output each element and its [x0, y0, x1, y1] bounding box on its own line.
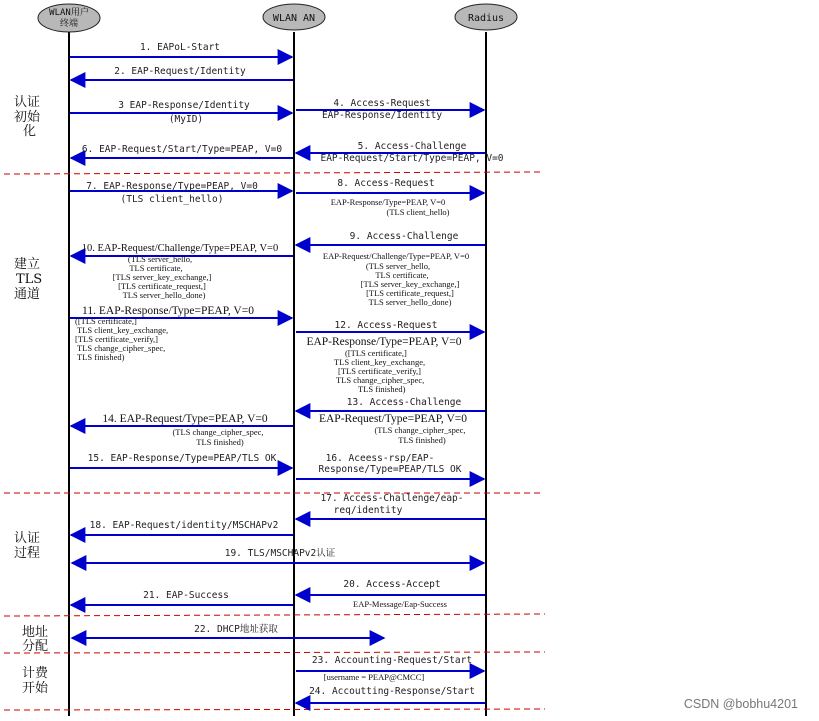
- message-12-detail: [334, 348, 425, 394]
- message-10-label: 10. EAP-Request/Challenge/Type=PEAP, V=0: [81, 243, 279, 254]
- svg-text:([TLS certificate,]: ([TLS certificate,]: [345, 348, 407, 358]
- message-8-detail: EAP-Response/Type=PEAP, V=0: [330, 197, 446, 207]
- client-entity-label-1: WLAN用户: [49, 8, 89, 18]
- svg-text:认证: 认证: [14, 531, 41, 546]
- svg-text:EAP-Request/Challenge/Type=PEA: EAP-Request/Challenge/Type=PEAP, V=0: [322, 251, 470, 261]
- svg-text:[TLS certificate_verify,]: [TLS certificate_verify,]: [75, 334, 158, 344]
- svg-text:[TLS certificate_request,]: [TLS certificate_request,]: [366, 288, 454, 298]
- phase-label-auth: [14, 531, 40, 561]
- phase-separator: [4, 614, 545, 616]
- svg-text:([TLS certificate,]: ([TLS certificate,]: [75, 316, 137, 326]
- svg-text:开始: 开始: [22, 681, 49, 696]
- svg-text:认证: 认证: [14, 95, 41, 110]
- message-2-label: 2. EAP-Request/Identity: [114, 66, 246, 77]
- client-entity-label-2: 终端: [59, 19, 79, 29]
- message-5-label: 5. Access-Challenge: [357, 141, 467, 152]
- watermark: CSDN @bobhu4201: [683, 697, 798, 711]
- svg-text:[TLS certificate_request,]: [TLS certificate_request,]: [118, 281, 206, 291]
- svg-text:地址: 地址: [22, 625, 49, 640]
- message-19-label: 19. TLS/MSCHAPv2认证: [224, 548, 336, 559]
- message-9-label: 9. Access-Challenge: [349, 231, 459, 242]
- svg-text:计费: 计费: [22, 666, 49, 681]
- svg-text:TLS: TLS: [16, 272, 43, 287]
- message-23-detail: [username = PEAP@CMCC]: [323, 672, 425, 682]
- message-23-label: 23. Accounting-Request/Start: [311, 655, 473, 666]
- svg-text:TLS finished): TLS finished): [77, 352, 125, 362]
- ac-entity-label: WLAN AN: [272, 13, 316, 24]
- phase-label-tls: [14, 256, 42, 302]
- svg-text:(TLS server_hello,: (TLS server_hello,: [365, 261, 431, 271]
- svg-text:TLS server_hello_done): TLS server_hello_done): [122, 290, 206, 300]
- message-24-label: 24. Accoutting-Response/Start: [309, 686, 475, 697]
- svg-text:(TLS change_cipher_spec,: (TLS change_cipher_spec,: [172, 427, 264, 437]
- message-11-detail: [75, 316, 168, 362]
- radius-entity: [455, 4, 517, 30]
- message-15-label: 15. EAP-Response/Type=PEAP/TLS OK: [87, 453, 277, 464]
- message-1-label: 1. EAPoL-Start: [139, 42, 221, 53]
- message-11-label: 11. EAP-Response/Type=PEAP, V=0: [82, 305, 254, 317]
- message-13-detail: [374, 425, 465, 445]
- message-13-type: EAP-Request/Type=PEAP, V=0: [318, 413, 468, 425]
- message-3-detail: (MyID): [168, 114, 204, 125]
- message-17-label: 17. Access-Challenge/eap-: [320, 493, 464, 504]
- svg-text:初始: 初始: [14, 110, 41, 125]
- message-16-label: 16. Aceess-rsp/EAP-: [325, 453, 435, 464]
- message-17-detail: req/identity: [333, 505, 403, 516]
- message-9-detail: [323, 251, 469, 307]
- message-16-detail: Response/Type=PEAP/TLS OK: [318, 464, 462, 475]
- message-8-detail: (TLS client_hello): [386, 207, 450, 217]
- message-3-label: 3 EAP-Response/Identity: [118, 100, 250, 111]
- svg-text:通道: 通道: [14, 287, 41, 302]
- svg-text:[TLS certificate_verify,]: [TLS certificate_verify,]: [338, 366, 421, 376]
- phase-label-init: [14, 95, 41, 139]
- svg-text:(TLS change_cipher_spec,: (TLS change_cipher_spec,: [374, 425, 466, 435]
- message-20-detail: EAP-Message/Eap-Success: [353, 599, 447, 609]
- message-4-label: 4. Access-Request: [333, 98, 431, 109]
- message-10-detail: [113, 254, 212, 300]
- message-13-label: 13. Access-Challenge: [346, 397, 462, 408]
- message-5-detail: EAP-Request/Start/Type=PEAP, V=0: [320, 153, 504, 164]
- svg-text:TLS change_cipher_spec,: TLS change_cipher_spec,: [77, 343, 166, 353]
- svg-text:TLS client_key_exchange,: TLS client_key_exchange,: [77, 325, 169, 335]
- message-20-label: 20. Access-Accept: [343, 579, 441, 590]
- message-12-type: EAP-Response/Type=PEAP, V=0: [306, 336, 462, 348]
- svg-text:TLS certificate,: TLS certificate,: [129, 263, 183, 273]
- ac-entity: [263, 4, 325, 30]
- svg-text:TLS certificate,: TLS certificate,: [375, 270, 429, 280]
- svg-text:[TLS server_key_exchange,]: [TLS server_key_exchange,]: [112, 272, 212, 282]
- svg-text:TLS client_key_exchange,: TLS client_key_exchange,: [334, 357, 426, 367]
- svg-text:分配: 分配: [22, 639, 49, 654]
- message-6-label: 6. EAP-Request/Start/Type=PEAP, V=0: [81, 144, 283, 155]
- svg-text:过程: 过程: [14, 546, 41, 561]
- message-8-label: 8. Access-Request: [337, 178, 435, 189]
- svg-text:TLS server_hello_done): TLS server_hello_done): [368, 297, 452, 307]
- svg-text:[TLS server_key_exchange,]: [TLS server_key_exchange,]: [360, 279, 460, 289]
- message-21-label: 21. EAP-Success: [143, 590, 229, 601]
- svg-text:(TLS server_hello,: (TLS server_hello,: [127, 254, 193, 264]
- svg-text:TLS finished): TLS finished): [398, 435, 446, 445]
- svg-text:TLS finished): TLS finished): [196, 437, 244, 447]
- message-12-label: 12. Access-Request: [334, 320, 438, 331]
- svg-text:建立: 建立: [14, 257, 41, 272]
- phase-separator: [4, 652, 545, 653]
- message-4-detail: EAP-Response/Identity: [321, 110, 443, 121]
- phase-separator: [4, 172, 540, 174]
- message-14-detail: [172, 427, 263, 447]
- radius-entity-label: Radius: [467, 13, 505, 24]
- message-14-label: 14. EAP-Request/Type=PEAP, V=0: [102, 413, 268, 425]
- message-7-detail: (TLS client_hello): [120, 194, 224, 205]
- svg-text:TLS finished): TLS finished): [358, 384, 406, 394]
- phase-label-acct: [22, 665, 49, 696]
- message-18-label: 18. EAP-Request/identity/MSCHAPv2: [89, 520, 279, 531]
- phase-label-addr: [22, 624, 48, 654]
- message-7-label: 7. EAP-Response/Type=PEAP, V=0: [86, 181, 258, 192]
- client-entity: [38, 4, 100, 32]
- phase-separator: [4, 709, 545, 710]
- svg-text:化: 化: [23, 124, 37, 139]
- message-22-label: 22. DHCP地址获取: [194, 624, 278, 635]
- svg-text:TLS change_cipher_spec,: TLS change_cipher_spec,: [336, 375, 425, 385]
